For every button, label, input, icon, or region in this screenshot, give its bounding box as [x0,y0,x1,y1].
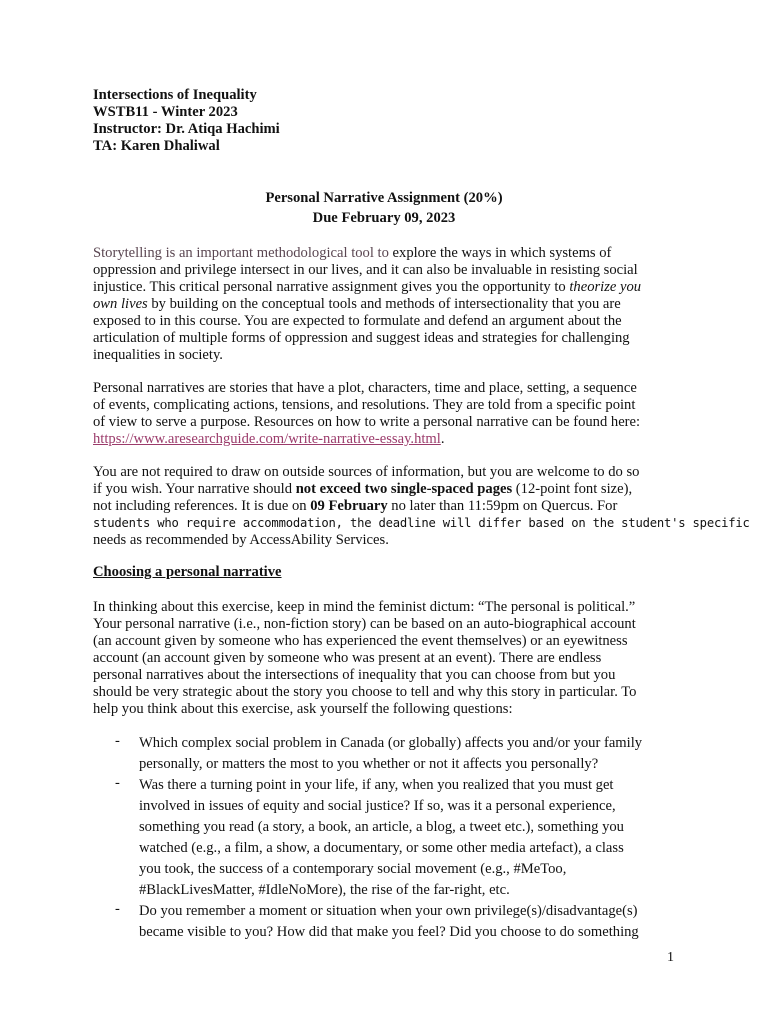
course-code: WSTB11 - Winter 2023 [93,104,238,120]
course-title: Intersections of Inequality [93,87,257,103]
question-text: something you read (a story, a book, an article, a blog, a tweet etc.), something you [139,819,624,835]
question-text: involved in issues of equity and social justice? If so, was it a personal experience, [139,798,616,814]
intro-text: oppression and privilege intersect in our lives, and it can also be invaluable in resisting social [93,262,638,278]
choosing-text: personal narratives about the intersections of inequality that you can choose from but you [93,667,616,683]
question-text: became visible to you? How did that make you feel? Did you choose to do something [139,924,639,940]
assignment-title-block [0,190,768,230]
resource-link[interactable]: https://www.aresearchguide.com/write-narrative-essay.html [93,431,441,447]
intro-italic-text: theorize you [569,279,642,295]
requirements-text: You are not required to draw on outside sources of information, but you are welcome to do so [93,464,640,480]
question-text: Was there a turning point in your life, if any, when you realized that you must get [139,777,614,793]
page-number: 1 [667,950,674,965]
question-text: watched (e.g., a film, a show, a documentary, or some other media artefact), a class [139,840,624,856]
choosing-text: (an account given by someone who has experienced the event themselves) or an eyewitness [93,633,628,649]
choosing-text: Your personal narrative (i.e., non-fiction story) can be based on an auto-biographical account [93,616,636,632]
bullet-dash: - [115,733,120,749]
choosing-paragraph [93,599,683,718]
narratives-paragraph [93,380,683,448]
question-list [93,733,713,943]
intro-text: exposed to in this course. You are expected to formulate and defend an argument about the [93,313,622,329]
choosing-text: In thinking about this exercise, keep in mind the feminist dictum: “The personal is political.” [93,599,636,615]
due-date-text: 09 February [310,498,388,514]
intro-text: explore the ways in which systems of [388,245,612,261]
requirements-text: if you wish. Your narrative should [93,481,296,497]
intro-text: by building on the conceptual tools and methods of intersectionality that you are [147,296,621,312]
requirements-paragraph [93,464,750,549]
intro-muted-text: methodological tool to [256,245,389,261]
question-text: personally, or matters the most to you whether or not it affects you personally? [139,756,599,772]
intro-muted-text: Storytelling is an important [93,245,257,261]
question-text: Which complex social problem in Canada (or globally) affects you and/or your family [139,735,643,751]
question-item [93,775,713,901]
intro-text: inequalities in society. [93,347,223,363]
assignment-due-date: Due February 09, 2023 [312,210,456,226]
requirements-text: not including references. It is due on [93,498,311,514]
narratives-text: Personal narratives are stories that have a plot, characters, time and place, setting, a sequence [93,380,637,396]
bullet-dash: - [115,901,120,917]
requirements-text: (12-point font size), [512,481,633,497]
question-text: Do you remember a moment or situation when your own privilege(s)/disadvantage(s) [139,903,638,919]
intro-text: articulation of multiple forms of oppression and suggest ideas and strategies for challenging [93,330,630,346]
intro-paragraph [93,245,683,364]
page-limit-text: not exceed two single-spaced pages [295,481,513,497]
question-item [93,733,713,775]
bullet-dash: - [115,775,120,791]
choosing-text: account (an account given by someone who was present at an event). There are endless [93,650,602,666]
question-item [93,901,713,943]
section-heading: Choosing a personal narrative [93,564,282,580]
choosing-text: should be very strategic about the story you choose to tell and why this story in particular. To [93,684,637,700]
question-text: you took, the success of a contemporary social movement (e.g., #MeToo, [139,861,567,877]
choosing-text: help you think about this exercise, ask yourself the following questions: [93,701,513,717]
question-text: #BlackLivesMatter, #IdleNoMore), the rise of the far-right, etc. [139,882,510,898]
accommodation-text: students who require accommodation, the deadline will differ based on the student's specific [93,516,750,530]
assignment-title: Personal Narrative Assignment (20%) [265,190,503,206]
requirements-text: needs as recommended by AccessAbility Services. [93,532,389,548]
narratives-text: of events, complicating actions, tensions, and resolutions. They are told from a specific point [93,397,636,413]
course-header [93,87,280,155]
requirements-text: no later than 11:59pm on Quercus. For [387,498,618,514]
narratives-text: . [440,431,445,447]
intro-text: injustice. This critical personal narrative assignment gives you the opportunity to [93,279,570,295]
instructor: Instructor: Dr. Atiqa Hachimi [93,121,280,137]
intro-italic-text: own lives [93,296,148,312]
teaching-assistant: TA: Karen Dhaliwal [93,138,220,154]
narratives-text: of view to serve a purpose. Resources on how to write a personal narrative can be found here: [93,414,641,430]
